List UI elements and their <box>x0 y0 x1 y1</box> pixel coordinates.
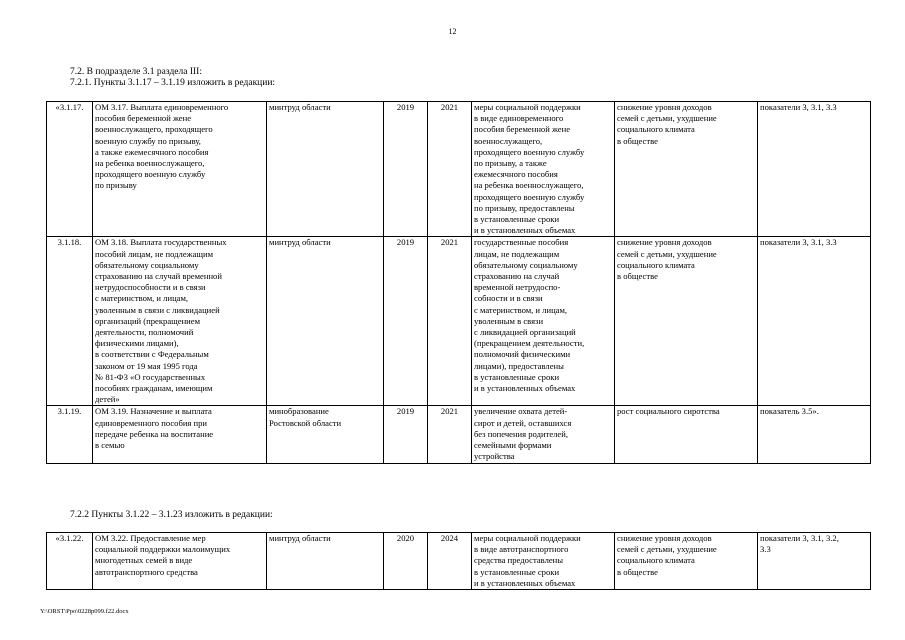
expected-result-line: по призыву, а также <box>474 158 547 169</box>
non-implementation-consequence-line: снижение уровня доходов <box>617 533 712 543</box>
expected-result-line: (прекращением деятельности, <box>474 338 585 349</box>
table-row <box>47 237 871 406</box>
measure-name-line: нетрудоспособности и в связи <box>95 282 206 293</box>
executor-cell <box>267 533 384 590</box>
expected-result-cell <box>472 406 615 463</box>
expected-result-line: проходящего военную службу <box>474 146 585 157</box>
measure-name-line: обязательному социальному <box>95 259 199 270</box>
related-indicators-line: показатель 3.5». <box>760 406 819 417</box>
expected-result-cell <box>472 533 615 590</box>
expected-result-line: без попечения родителей, <box>474 428 568 439</box>
measure-name-line: ОМ 3.17. Выплата единовременного <box>95 102 229 112</box>
measure-name-line: пособий лицам, не подлежащим <box>95 248 214 259</box>
start-year-cell: 2020 <box>384 533 428 590</box>
measure-name-line: ОМ 3.19. Назначение и выплата <box>95 406 212 417</box>
measure-name-line: законом от 19 мая 1995 года <box>95 360 198 371</box>
non-implementation-consequence-line: семей с детьми, ухудшение <box>617 544 717 555</box>
executor-cell <box>267 406 384 463</box>
expected-result-line: пособия беременной жене <box>474 124 571 135</box>
table-row <box>47 102 871 237</box>
expected-result-line: проходящего военную службу <box>474 191 585 202</box>
non-implementation-consequence-cell <box>615 406 758 463</box>
row-number-cell: 3.1.18. <box>47 237 93 406</box>
measure-name-line: физическими лицами), <box>95 338 179 349</box>
related-indicators-cell <box>758 237 871 406</box>
expected-result-line: в установленные сроки <box>474 566 560 577</box>
non-implementation-consequence-line: рост социального сиротства <box>617 406 720 417</box>
measure-name-line: ОМ 3.18. Выплата государственных <box>95 237 227 248</box>
expected-result-line: в установленные сроки <box>474 214 560 225</box>
measure-name-line: социальной поддержки малоимущих <box>95 544 231 555</box>
expected-result-line: лицам, не подлежащим <box>474 248 560 259</box>
expected-result-line: временной нетрудоспо- <box>474 282 561 293</box>
expected-result-line: увеличение охвата детей- <box>474 406 568 417</box>
expected-result-line: военнослужащего, <box>474 135 543 146</box>
measures-table-2 <box>46 532 871 590</box>
non-implementation-consequence-line: семей с детьми, ухудшение <box>617 248 717 259</box>
start-year-cell: 2019 <box>384 237 428 406</box>
expected-result-line: на ребенка военнослужащего, <box>474 180 584 191</box>
measure-name-cell <box>93 406 267 463</box>
measure-name-line: военную службу по призыву, <box>95 135 201 146</box>
subsection-heading: 7.2.1. Пункты 3.1.17 – 3.1.19 изложить в редакции: <box>70 78 276 88</box>
non-implementation-consequence-line: в обществе <box>617 566 658 577</box>
non-implementation-consequence-line: в обществе <box>617 271 658 282</box>
start-year-cell: 2019 <box>384 102 428 237</box>
page-number: 12 <box>448 27 457 36</box>
executor-cell <box>267 237 384 406</box>
measure-name-line: организаций (прекращением <box>95 315 201 326</box>
expected-result-line: полномочий физическими <box>474 349 571 360</box>
measure-name-line: на ребенка военнослужащего, <box>95 158 205 169</box>
measure-name-line: в семью <box>95 440 125 451</box>
expected-result-line: в виде автотранспортного <box>474 544 569 555</box>
executor-line: минтруд области <box>269 533 331 543</box>
expected-result-line: государственные пособия <box>474 237 569 248</box>
measure-name-line: с материнством, и лицам, <box>95 293 189 304</box>
file-path-footer: Y:\ORST\Ppo\0228p099.f22.docx <box>40 608 129 615</box>
measure-name-line: в соответствии с Федеральным <box>95 349 209 360</box>
measure-name-line: автотранспортного средства <box>95 566 198 577</box>
measure-name-line: № 81-ФЗ «О государственных <box>95 371 206 382</box>
measure-name-line: единовременного пособия при <box>95 417 208 428</box>
executor-line: минобразование <box>269 406 329 417</box>
table-row <box>47 406 871 463</box>
related-indicators-cell <box>758 406 871 463</box>
start-year-cell: 2019 <box>384 406 428 463</box>
expected-result-line: меры социальной поддержки <box>474 533 581 543</box>
related-indicators-line: показатели 3, 3.1, 3.3 <box>760 102 837 112</box>
non-implementation-consequence-line: в обществе <box>617 135 658 146</box>
end-year-cell: 2021 <box>428 102 472 237</box>
expected-result-line: собности и в связи <box>474 293 543 304</box>
related-indicators-cell <box>758 533 871 590</box>
expected-result-line: и в установленных объемах <box>474 577 576 588</box>
row-number-cell: «3.1.22. <box>47 533 93 590</box>
measure-name-cell <box>93 533 267 590</box>
end-year-cell: 2021 <box>428 237 472 406</box>
expected-result-line: лицами), предоставлены <box>474 360 564 371</box>
measure-name-line: пособия беременной жене <box>95 113 192 124</box>
measure-name-line: детей» <box>95 394 120 405</box>
row-number-cell: 3.1.19. <box>47 406 93 463</box>
non-implementation-consequence-line: социального климата <box>617 555 695 566</box>
expected-result-line: устройства <box>474 451 515 462</box>
expected-result-cell <box>472 102 615 237</box>
expected-result-line: сирот и детей, оставшихся <box>474 417 572 428</box>
expected-result-line: с материнством, и лицам, <box>474 304 568 315</box>
non-implementation-consequence-line: снижение уровня доходов <box>617 102 712 112</box>
non-implementation-consequence-cell <box>615 102 758 237</box>
measure-name-line: передаче ребенка на воспитание <box>95 428 214 439</box>
measure-name-line: проходящего военную службу <box>95 169 206 180</box>
expected-result-line: в установленные сроки <box>474 371 560 382</box>
executor-line: минтруд области <box>269 237 331 248</box>
non-implementation-consequence-cell <box>615 237 758 406</box>
expected-result-cell <box>472 237 615 406</box>
measure-name-line: пособиях гражданам, имеющим <box>95 383 213 394</box>
measure-name-cell <box>93 102 267 237</box>
expected-result-line: с ликвидацией организаций <box>474 327 576 338</box>
subsection-heading-2: 7.2.2 Пункты 3.1.22 – 3.1.23 изложить в редакции: <box>70 510 273 520</box>
expected-result-line: и в установленных объемах <box>474 225 576 236</box>
measure-name-line: ОМ 3.22. Предоставление мер <box>95 533 206 543</box>
measure-name-line: уволенным в связи с ликвидацией <box>95 304 220 315</box>
expected-result-line: в виде единовременного <box>474 113 564 124</box>
section-heading: 7.2. В подразделе 3.1 раздела III: <box>70 67 202 77</box>
end-year-cell: 2024 <box>428 533 472 590</box>
expected-result-line: ежемесячного пособия <box>474 169 558 180</box>
related-indicators-cell <box>758 102 871 237</box>
end-year-cell: 2021 <box>428 406 472 463</box>
expected-result-line: и в установленных объемах <box>474 383 576 394</box>
measure-name-line: деятельности, полномочий <box>95 327 194 338</box>
executor-line: минтруд области <box>269 102 331 112</box>
expected-result-line: обязательному социальному <box>474 259 578 270</box>
measure-name-line: военнослужащего, проходящего <box>95 124 213 135</box>
measure-name-line: по призыву <box>95 180 137 191</box>
measure-name-cell <box>93 237 267 406</box>
measure-name-line: многодетных семей в виде <box>95 555 193 566</box>
measure-name-line: страхованию на случай временной <box>95 271 222 282</box>
executor-line: Ростовской области <box>269 417 342 428</box>
non-implementation-consequence-line: социального климата <box>617 124 695 135</box>
non-implementation-consequence-line: семей с детьми, ухудшение <box>617 113 717 124</box>
non-implementation-consequence-line: снижение уровня доходов <box>617 237 712 248</box>
expected-result-line: по призыву, предоставлены <box>474 202 575 213</box>
executor-cell <box>267 102 384 237</box>
expected-result-line: меры социальной поддержки <box>474 102 581 112</box>
non-implementation-consequence-cell <box>615 533 758 590</box>
expected-result-line: семейными формами <box>474 440 552 451</box>
related-indicators-line: 3.3 <box>760 544 771 555</box>
table-row <box>47 533 871 590</box>
expected-result-line: средства предоставлены <box>474 555 564 566</box>
measure-name-line: а также ежемесячного пособия <box>95 146 209 157</box>
row-number-cell: «3.1.17. <box>47 102 93 237</box>
related-indicators-line: показатели 3, 3.1, 3.3 <box>760 237 837 248</box>
non-implementation-consequence-line: социального климата <box>617 259 695 270</box>
expected-result-line: уволенным в связи <box>474 315 544 326</box>
related-indicators-line: показатели 3, 3.1, 3.2, <box>760 533 839 543</box>
expected-result-line: страхованию на случай <box>474 271 560 282</box>
measures-table-1 <box>46 101 871 464</box>
